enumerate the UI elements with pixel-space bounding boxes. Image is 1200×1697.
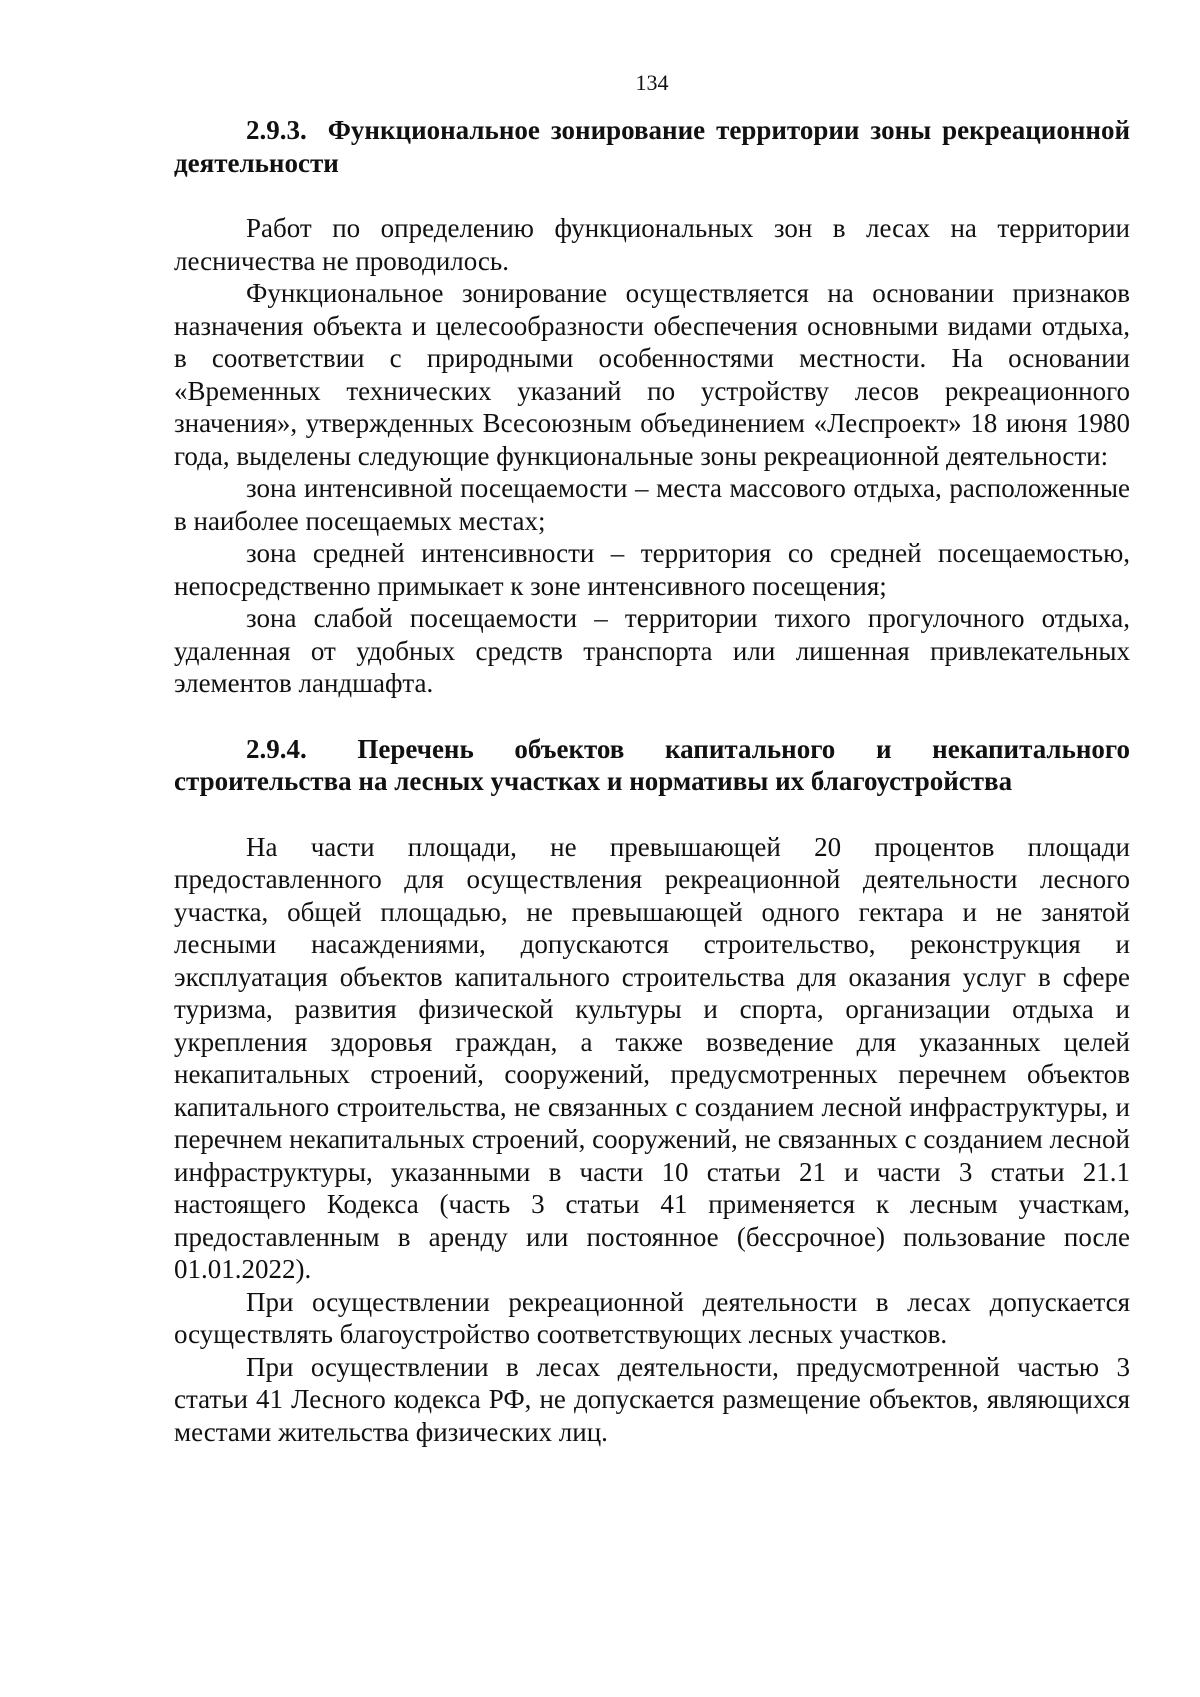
section-number: 2.9.3. <box>246 115 307 145</box>
section-2-9-3 <box>174 114 1130 700</box>
paragraph: На части площади, не превышающей 20 процентов площади предоставленного для осуществления рекреационной деятельности лесного участка, общей площадью, не превышающей одного гектара и не занятой лесными насаждениями, допускаются строительство, реконструкция и эксплуатация объектов капитального строительства для оказания услуг в сфере туризма, развития физической культуры и спорта, организации отдыха и укрепления здоровья граждан, а также возведение для указанных целей некапитальных строений, сооружений, предусмотренных перечнем объектов капитального строительства, не связанных с созданием лесной инфраструктуры, и перечнем некапитальных строений, сооружений, не связанных с созданием лесной инфраструктуры, указанными в части 10 статьи 21 и части 3 статьи 21.1 настоящего Кодекса (часть 3 статьи 41 применяется к лесным участкам, предоставленным в аренду или постоянное (бессрочное) пользование после 01.01.2022). <box>174 831 1130 1284</box>
paragraph: При осуществлении рекреационной деятельности в лесах допускается осуществлять благоустройство соответствующих лесных участков. <box>174 1286 1130 1349</box>
paragraph: зона средней интенсивности – территория со средней посещаемостью, непосредственно примыкает к зоне интенсивного посещения; <box>174 538 1130 601</box>
paragraph: зона интенсивной посещаемости – места массового отдыха, расположенные в наиболее посещаемых местах; <box>174 473 1130 536</box>
paragraph: Функциональное зонирование осуществляется на основании признаков назначения объекта и целесообразности обеспечения основными видами отдыха, в соответствии с природными особенностями местности. На основании «Временных технических указаний по устройству лесов рекреационного значения», утвержденных Всесоюзным объединением «Леспроект» 18 июня 1980 года, выделены следующие функциональные зоны рекреационной деятельности: <box>174 278 1130 471</box>
section-title: Функциональное зонирование территории зоны рекреационной деятельности <box>174 115 1131 178</box>
section-heading <box>174 733 1130 798</box>
section-heading <box>174 114 1130 179</box>
paragraph: При осуществлении в лесах деятельности, предусмотренной частью 3 статьи 41 Лесного кодекса РФ, не допускается размещение объектов, являющихся местами жительства физических лиц. <box>174 1351 1130 1447</box>
paragraph: Работ по определению функциональных зон в лесах на территории лесничества не проводилось. <box>174 213 1130 276</box>
section-title: Перечень объектов капитального и некапитального строительства на лесных участках и нормативы их благоустройства <box>174 733 1130 796</box>
page-number: 134 <box>635 70 669 95</box>
document-page <box>174 70 1130 1448</box>
section-number: 2.9.4. <box>246 733 307 764</box>
section-2-9-4 <box>174 733 1130 1449</box>
paragraph: зона слабой посещаемости – территории тихого прогулочного отдыха, удаленная от удобных средств транспорта или лишенная привлекательных элементов ландшафта. <box>174 603 1130 698</box>
